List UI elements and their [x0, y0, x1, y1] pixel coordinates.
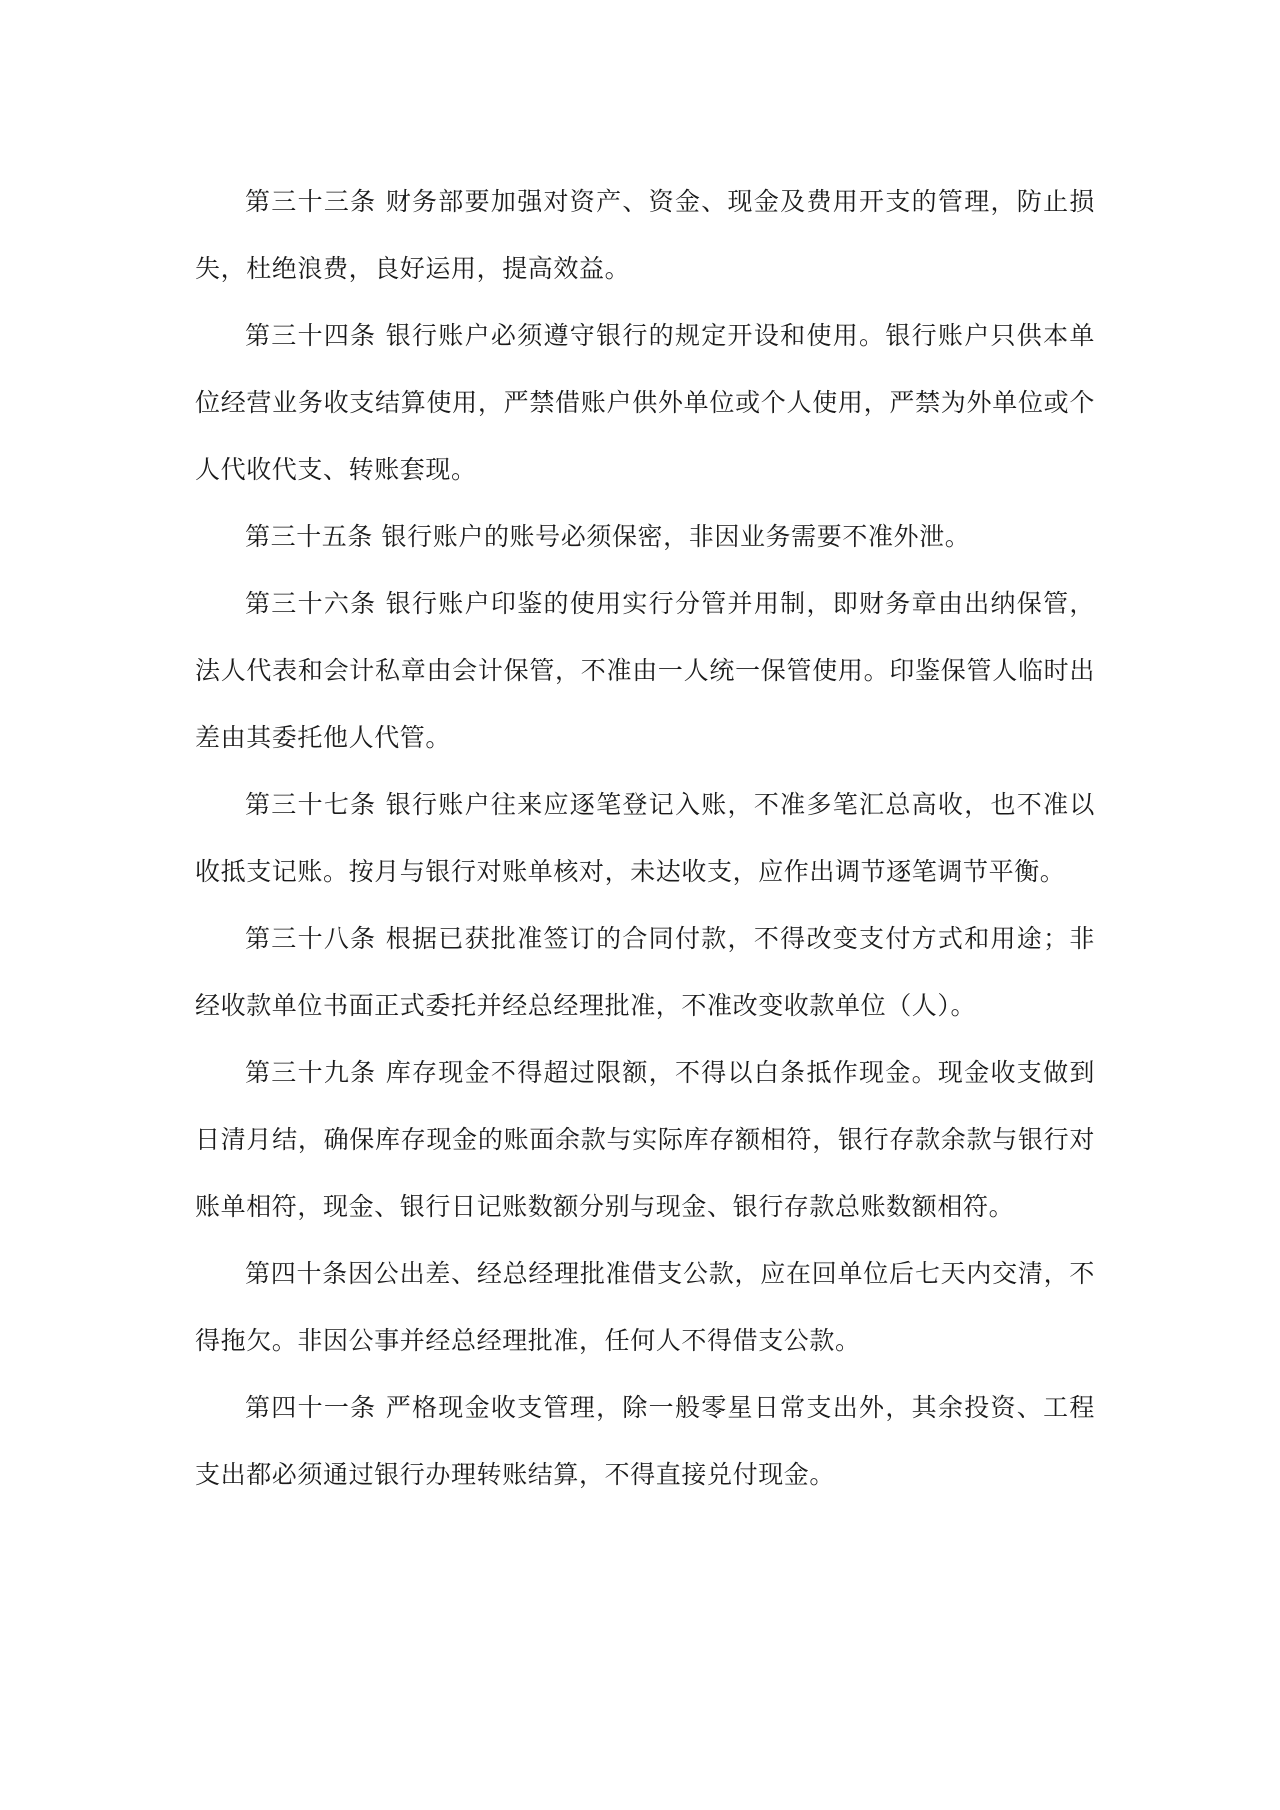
article-35-paragraph: 第三十五条 银行账户的账号必须保密，非因业务需要不准外泄。 [245, 522, 971, 551]
article-33-paragraph: 第三十三条 财务部要加强对资产、资金、现金及费用开支的管理，防止损失，杜绝浪费，良好运用，提高效益。 [195, 187, 1095, 283]
article-39-paragraph: 第三十九条 库存现金不得超过限额，不得以白条抵作现金。现金收支做到日清月结，确保库存现金的账面余款与实际库存额相符，银行存款余款与银行对账单相符，现金、银行日记账数额分别与现金、银行存款总账数额相符。 [195, 1058, 1095, 1221]
article-34-paragraph: 第三十四条 银行账户必须遵守银行的规定开设和使用。银行账户只供本单位经营业务收支结算使用，严禁借账户供外单位或个人使用，严禁为外单位或个人代收代支、转账套现。 [195, 321, 1095, 484]
article-40-paragraph: 第四十条因公出差、经总经理批准借支公款，应在回单位后七天内交清，不得拖欠。非因公事并经总经理批准，任何人不得借支公款。 [195, 1259, 1095, 1355]
article-37-paragraph: 第三十七条 银行账户往来应逐笔登记入账，不准多笔汇总高收，也不准以收抵支记账。按月与银行对账单核对，未达收支，应作出调节逐笔调节平衡。 [195, 790, 1095, 886]
document-body [195, 168, 1095, 1508]
article-38-paragraph: 第三十八条 根据已获批准签订的合同付款，不得改变支付方式和用途；非经收款单位书面正式委托并经总经理批准，不准改变收款单位（人）。 [195, 924, 1095, 1020]
article-36-paragraph: 第三十六条 银行账户印鉴的使用实行分管并用制，即财务章由出纳保管，法人代表和会计私章由会计保管，不准由一人统一保管使用。印鉴保管人临时出差由其委托他人代管。 [195, 589, 1095, 752]
article-41-paragraph: 第四十一条 严格现金收支管理，除一般零星日常支出外，其余投资、工程支出都必须通过银行办理转账结算，不得直接兑付现金。 [195, 1393, 1095, 1489]
